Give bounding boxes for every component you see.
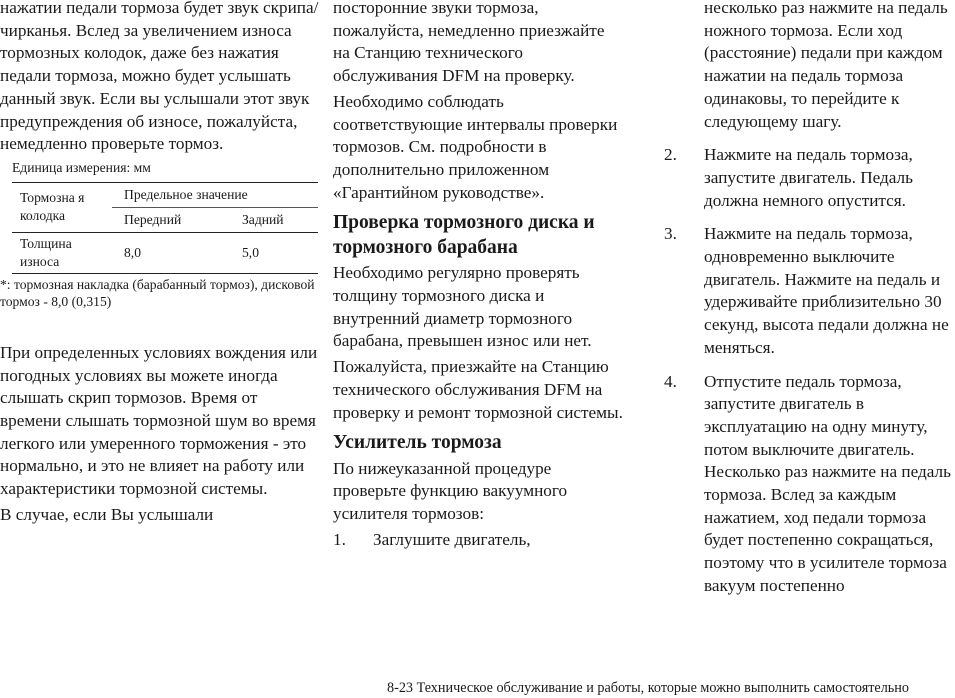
column-left (0, 0, 322, 527)
column-right (664, 0, 955, 598)
table-group-header: Предельное значение (112, 182, 318, 207)
step-text: Нажмите на педаль тормоза, одновременно выключите двигатель. Нажмите на педаль и удерживайте приблизительно 30 секунд, высота педали должна не меняться. (704, 224, 949, 357)
unit-label: Единица измерения: мм (12, 159, 151, 175)
step-number: 2. (664, 145, 677, 165)
step-number: 4. (664, 371, 677, 391)
step-text: Заглушите двигатель, (373, 529, 531, 549)
column-middle (333, 0, 623, 552)
paragraph-booster-intro: По нижеуказанной процедуре проверьте функцию вакуумного усилителя тормозов: (333, 458, 568, 524)
paragraph-continuation-start: В случае, если Вы услышали (0, 504, 214, 524)
paragraph-continuation: посторонние звуки тормоза, пожалуйста, немедленно приезжайте на Станцию технического обслуживания DFM на проверку. (333, 0, 605, 86)
paragraph-inspection-interval: Необходимо соблюдать соответствующие интервалы проверки тормозов. См. подробности в дополнительно приложенном «Гарантийном руководстве». (333, 91, 618, 202)
table-cell-rear-value: 5,0 (230, 232, 318, 273)
brake-pad-wear-table (12, 182, 318, 274)
list-item-step-2 (664, 144, 955, 212)
step-number: 3. (664, 224, 677, 244)
table-header-front: Передний (124, 211, 182, 227)
heading-brake-booster: Усилитель тормоза (333, 432, 502, 454)
list-item-step-3 (664, 223, 955, 359)
step-text: Нажмите на педаль тормоза, запустите двигатель. Педаль должна немного опустится. (704, 145, 913, 210)
paragraph-service-visit: Пожалуйста, приезжайте на Станцию технического обслуживания DFM на проверку и ремонт тормозной системы. (333, 357, 623, 422)
paragraph-disc-drum: Необходимо регулярно проверять толщину тормозного диска и внутренний диаметр тормозного барабана, превышен износ или нет. (333, 263, 592, 351)
table-header-rear: Задний (242, 211, 284, 227)
step-number: 1. (333, 529, 346, 549)
step-text: несколько раз нажмите на педаль ножного тормоза. Если ход (расстояние) педали при каждом нажатии на педаль тормоза одинаковы, то перейдите к следующему шагу. (704, 0, 948, 131)
table-row-label: Толщина износа (12, 232, 112, 273)
paragraph-brake-noise: При определенных условиях вождения или погодных условиях вы можете иногда слышать скрип тормозов. Время от времени слышать тормозной шум во время легкого или умеренного торможения - это нормально, и это не влияет на работу или характеристики тормозной системы. (0, 342, 318, 499)
heading-disc-drum-check: Проверка тормозного диска и тормозного барабана (333, 212, 595, 258)
list-item-step-1 (333, 529, 623, 552)
paragraph-wear-warning: нажатии педали тормоза будет звук скрипа/чирканья. Вслед за увеличением износа тормозных колодок, даже без нажатия педали тормоза, можно будет услышать данный звук. Если вы услышали этот звук предупреждения об износе, пожалуйста, немедленно проверьте тормоз. (0, 0, 319, 154)
table-row-header: Тормозна я колодка (12, 182, 112, 232)
page-footer (387, 679, 909, 697)
table-footnote: *: тормозная накладка (барабанный тормоз), дисковой тормоз - 8,0 (0,315) (0, 276, 315, 309)
section-title: Техническое обслуживание и работы, которые можно выполнить самостоятельно (416, 680, 909, 696)
list-item-step-4 (664, 371, 955, 598)
list-item-step-1-continued (664, 0, 955, 133)
page-number: 8-23 (387, 680, 414, 696)
step-text: Отпустите педаль тормоза, запустите двигатель в эксплуатацию на одну минуту, потом выключите двигатель. Несколько раз нажмите на педаль тормоза. Вслед за каждым нажатием, ход педали тормоза будет постепенно сокращаться, поэтому что в усилителе тормоза вакуум постепенно (704, 371, 951, 595)
table-cell-front-value: 8,0 (112, 232, 230, 273)
